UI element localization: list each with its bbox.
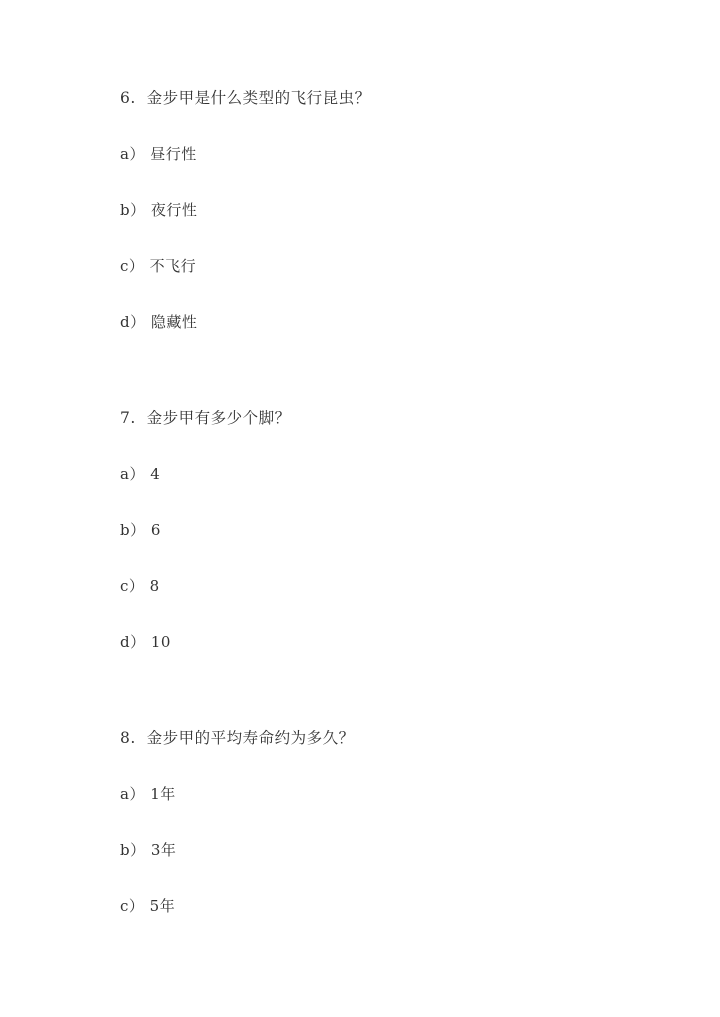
question-7-option-d: d） 10 xyxy=(120,633,171,651)
question-7-option-c: c） 8 xyxy=(120,577,160,595)
question-6-option-d: d） 隐藏性 xyxy=(120,313,198,331)
question-7-option-a: a） 4 xyxy=(120,465,161,483)
question-7-option-b: b） 6 xyxy=(120,521,161,539)
question-7: 7. 金步甲有多少个脚？ xyxy=(120,409,291,427)
question-6-option-c: c） 不飞行 xyxy=(120,257,197,275)
question-8-option-c: c） 5年 xyxy=(120,897,176,915)
question-8-option-b: b） 3年 xyxy=(120,841,177,859)
question-6: 6. 金步甲是什么类型的飞行昆虫？ xyxy=(120,89,371,107)
question-6-option-b: b） 夜行性 xyxy=(120,201,198,219)
question-6-option-a: a） 昼行性 xyxy=(120,145,197,163)
question-8: 8. 金步甲的平均寿命约为多久？ xyxy=(120,729,355,747)
question-8-option-a: a） 1年 xyxy=(120,785,176,803)
